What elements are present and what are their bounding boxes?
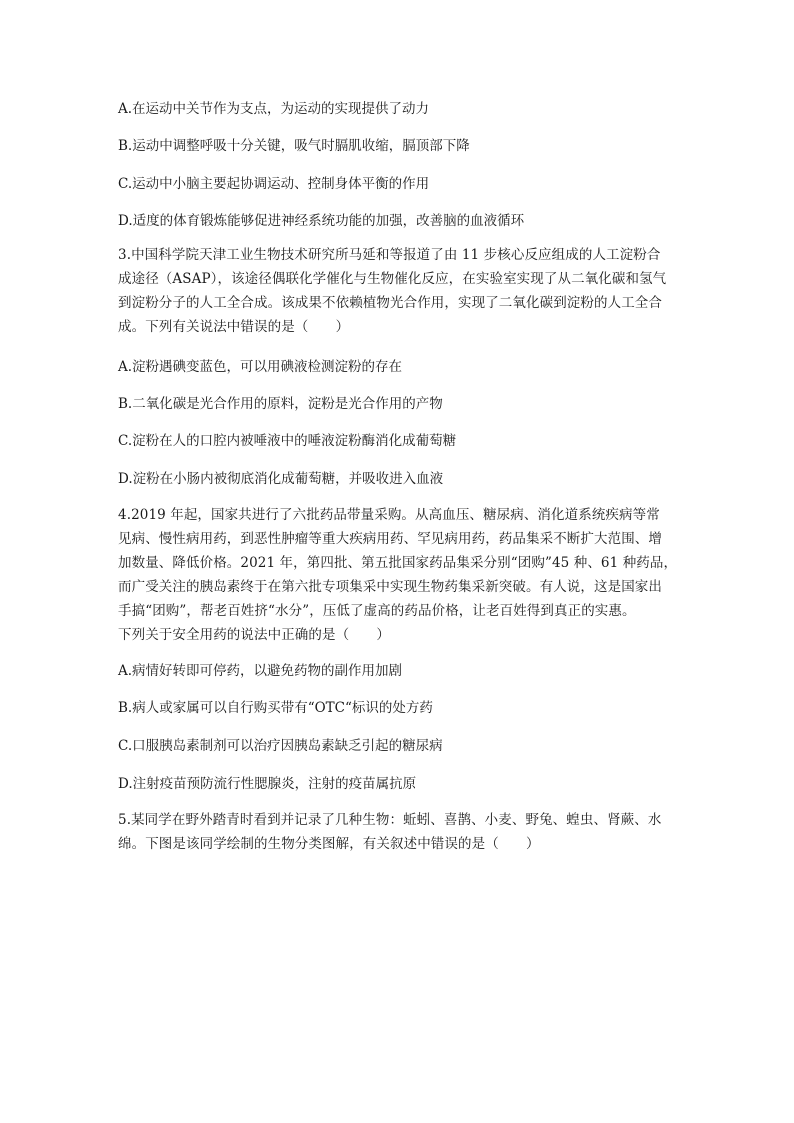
q5-stem: [118, 808, 678, 856]
q2-option-c: C.运动中小脑主要起协调运动、控制身体平衡的作用: [118, 176, 430, 192]
q4-option-d: D.注射疫苗预防流行性腮腺炎，注射的疫苗属抗原: [118, 776, 417, 792]
q4-stem-line: 手搞“团购”，帮老百姓挤“水分”，压低了虚高的药品价格，让老百姓得到真正的实惠。: [118, 603, 636, 619]
q2-option-b: B.运动中调整呼吸十分关键，吸气时膈肌收缩，膈顶部下降: [118, 138, 470, 154]
q2-option-d: D.适度的体育锻炼能够促进神经系统功能的加强，改善脑的血液循环: [118, 213, 525, 229]
q4-option-b: B.病人或家属可以自行购买带有“OTC“标识的处方药: [118, 700, 433, 716]
q3-stem: [118, 243, 678, 339]
q3-stem-line: 3.中国科学院天津工业生物技术研究所马延和等报道了由 11 步核心反应组成的人工淀粉合: [118, 247, 661, 263]
q4-stem-line: 见病、慢性病用药，到恶性肿瘤等重大疾病用药、罕见病用药，药品集采不断扩大范围、增: [118, 531, 662, 547]
q3-stem-line: 成途径（ASAP），该途径偶联化学催化与生物催化反应，在实验室实现了从二氧化碳和氢气: [118, 271, 667, 287]
q4-stem: [118, 503, 678, 647]
q3-option-d: D.淀粉在小肠内被彻底消化成葡萄糖，并吸收进入血液: [118, 471, 444, 487]
q4-stem-line: 4.2019 年起，国家共进行了六批药品带量采购。从高血压、糖尿病、消化道系统疾病等常: [118, 507, 660, 523]
q4-stem-line: 而广受关注的胰岛素终于在第六批专项集采中实现生物药集采新突破。有人说，这是国家出: [118, 579, 662, 595]
q4-stem-line: 加数量、降低价格。2021 年，第四批、第五批国家药品集采分别“团购”45 种、61 种药品，: [118, 555, 678, 571]
q4-stem-line: 下列关于安全用药的说法中正确的是（ ）: [118, 627, 390, 643]
q3-stem-line: 成。下列有关说法中错误的是（ ）: [118, 319, 350, 335]
q3-option-b: B.二氧化碳是光合作用的原料，淀粉是光合作用的产物: [118, 396, 443, 412]
q5-stem-line: 绵。下图是该同学绘制的生物分类图解，有关叙述中错误的是（ ）: [118, 836, 540, 852]
q4-option-a: A.病情好转即可停药，以避免药物的副作用加剧: [118, 663, 403, 679]
q3-stem-line: 到淀粉分子的人工全合成。该成果不依赖植物光合作用，实现了二氧化碳到淀粉的人工全合: [118, 295, 662, 311]
q3-option-c: C.淀粉在人的口腔内被唾液中的唾液淀粉酶消化成葡萄糖: [118, 433, 457, 449]
q4-option-c: C.口服胰岛素制剂可以治疗因胰岛素缺乏引起的糖尿病: [118, 738, 443, 754]
q3-option-a: A.淀粉遇碘变蓝色，可以用碘液检测淀粉的存在: [118, 359, 403, 375]
q5-stem-line: 5.某同学在野外踏青时看到并记录了几种生物：蚯蚓、喜鹊、小麦、野兔、蝗虫、肾蕨、水: [118, 812, 662, 828]
q2-option-a: A.在运动中关节作为支点，为运动的实现提供了动力: [118, 101, 430, 117]
